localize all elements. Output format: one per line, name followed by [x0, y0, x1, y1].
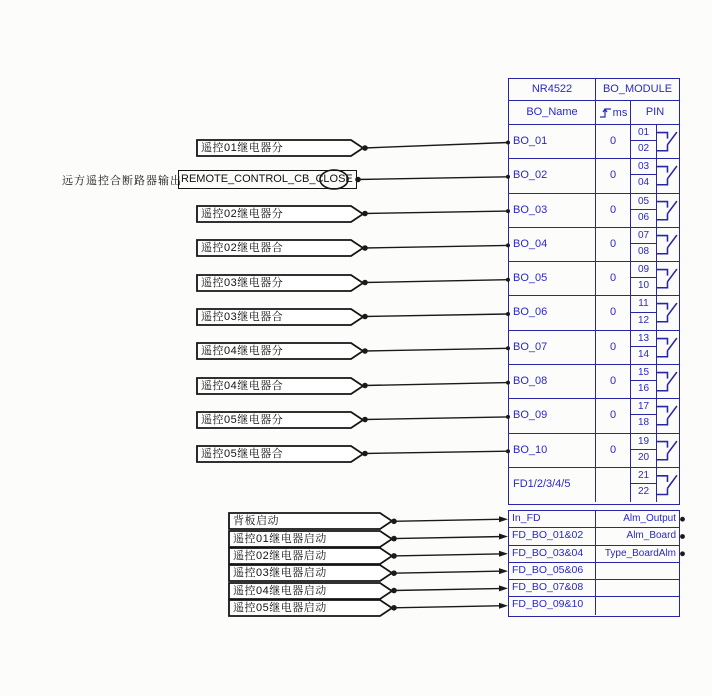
fd-alarm-row: FD_BO_03&04 Type_BoardAlm [509, 546, 679, 563]
bo-row-05: BO_05 0 09 10 [509, 262, 679, 296]
relay-contact-icon [657, 296, 679, 329]
rising-edge-icon [599, 106, 612, 119]
fd-alarm-row: In_FD Alm_Output [509, 511, 679, 528]
input-label-fdbo04: 遥控04继电器启动 [228, 582, 393, 600]
relay-contact-icon [657, 468, 679, 502]
relay-contact-icon [657, 228, 679, 261]
relay-contact-icon [657, 125, 679, 158]
relay-contact-icon [657, 262, 679, 295]
input-label-fdbo05: 遥控05继电器启动 [228, 599, 393, 617]
annotation-ellipse [318, 168, 350, 191]
alarm-output-label: Alm_Board [626, 530, 676, 542]
bo-row-03: BO_03 0 05 06 [509, 194, 679, 228]
input-label-bo04: 遥控02继电器合 [196, 239, 364, 257]
input-label-bo07: 遥控04继电器分 [196, 342, 364, 360]
bo-row-07: BO_07 0 13 14 [509, 331, 679, 365]
module-model: NR4522 [509, 79, 596, 100]
module-name: BO_MODULE [602, 83, 673, 95]
bo-row-10: BO_10 0 19 20 [509, 434, 679, 468]
col-bo-name: BO_Name [509, 101, 596, 124]
col-ms: ms [596, 101, 631, 124]
bo-row-08: BO_08 0 15 16 [509, 365, 679, 399]
relay-contact-icon [657, 399, 679, 432]
input-label-bo08: 遥控04继电器合 [196, 377, 364, 395]
bo-row-02: BO_02 0 03 04 [509, 159, 679, 193]
bo-row-04: BO_04 0 07 08 [509, 228, 679, 262]
alarm-output-label: Type_BoardAlm [604, 547, 676, 559]
table-header-row [509, 79, 679, 101]
bo-row-06: BO_06 0 11 12 [509, 296, 679, 330]
alarm-output-label [596, 580, 679, 596]
relay-contact-icon [657, 194, 679, 227]
input-label-fdbo01: 遥控01继电器启动 [228, 530, 393, 548]
alarm-output-label [596, 597, 679, 614]
input-label-bo09: 遥控05继电器分 [196, 411, 364, 429]
fd-alarm-row: FD_BO_01&02 Alm_Board [509, 528, 679, 545]
input-label-bo01: 遥控01继电器分 [196, 139, 364, 157]
alarm-output-label: Alm_Output [623, 513, 676, 524]
relay-contact-icon [657, 434, 679, 467]
fd-alarm-table [508, 510, 680, 617]
bo-module-table [508, 78, 680, 505]
bo-row-01: BO_01 0 01 02 [509, 125, 679, 159]
fd-alarm-row: FD_BO_05&06 [509, 563, 679, 580]
input-label-bo02: REMOTE_CONTROL_CB_CLOSE [178, 170, 357, 189]
input-label-bo06: 遥控03继电器合 [196, 308, 364, 326]
input-label-fdbo02: 遥控02继电器启动 [228, 547, 393, 565]
input-label-bo10: 遥控05继电器合 [196, 445, 364, 463]
fd-row: FD1/2/3/4/5 21 22 [509, 468, 679, 502]
input-label-bo03: 遥控02继电器分 [196, 205, 364, 223]
input-label-bo05: 遥控03继电器分 [196, 274, 364, 292]
fd-alarm-row: FD_BO_09&10 [509, 597, 679, 614]
bo-row-09: BO_09 0 17 18 [509, 399, 679, 433]
table-column-header-row [509, 101, 679, 125]
remote-close-note: 远方遥控合断路器输出 [62, 175, 182, 187]
fd-alarm-row: FD_BO_07&08 [509, 580, 679, 597]
relay-contact-icon [657, 331, 679, 364]
relay-contact-icon [657, 159, 679, 192]
relay-contact-icon [657, 365, 679, 398]
input-label-infd: 背板启动 [228, 512, 393, 530]
col-pin: PIN [645, 106, 665, 118]
alarm-output-label [596, 563, 679, 579]
input-label-fdbo03: 遥控03继电器启动 [228, 564, 393, 582]
